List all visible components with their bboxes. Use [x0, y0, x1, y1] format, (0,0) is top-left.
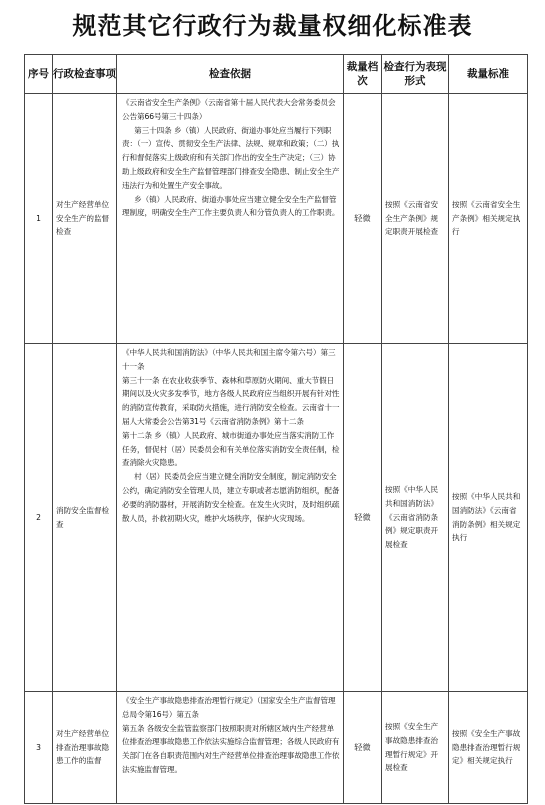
header-standard: 裁量标准: [449, 55, 528, 94]
discretion-standard: 按照《安全生产事故隐患排查治理暂行规定》相关规定执行: [449, 692, 528, 804]
inspection-form: 按照《云南省安全生产条例》规定职责开展检查: [382, 94, 449, 344]
row-number: 2: [25, 344, 53, 692]
header-no: 序号: [25, 55, 53, 94]
table-row: [25, 344, 528, 692]
basis-paragraph: 乡（镇）人民政府、街道办事处应当建立健全安全生产监督管理制度，明确安全生产工作主要负责人和分管负责人的工作职责。: [122, 194, 340, 218]
page-title: 规范其它行政行为裁量权细化标准表: [72, 11, 473, 40]
row-number: 3: [25, 692, 53, 804]
basis-paragraph: 第三十一条 在农业收获季节、森林和草原防火期间、重大节假日期间以及火灾多发季节，地方各级人民政府应当组织开展有针对性的消防宣传教育，采取防火措施，进行消防安全检查。云南省十一届人大常委会公告第31号《云南省消防条例》第十二条: [122, 375, 340, 426]
header-level: 裁量档次: [344, 55, 382, 94]
inspection-item: 对生产经营单位安全生产的监督检查: [53, 94, 117, 344]
inspection-basis: [117, 692, 344, 804]
basis-paragraph: 村（居）民委员会应当建立健全消防安全制度，制定消防安全公约，确定消防安全管理人员，建立专职或者志愿消防组织，配备必要的消防器材，开展消防安全检查。在发生火灾时，及时组织疏散人员，扑救初期火灾，维护火场秩序，保护火灾现场。: [122, 472, 340, 523]
inspection-form: 按照《安全生产事故隐患排查治理暂行规定》开展检查: [382, 692, 449, 804]
basis-paragraph: 第五条 各级安全监管监察部门按照职责对所辖区域内生产经营单位排查治理事故隐患工作依法实施综合监督管理；各级人民政府有关部门在各自职责范围内对生产经营单位排查治理事故隐患工作依法实施监督管理。: [122, 723, 340, 774]
discretion-level: 轻微: [344, 94, 382, 344]
standards-table: [24, 54, 528, 804]
basis-paragraph: 第十二条 乡（镇）人民政府、城市街道办事处应当落实消防工作任务，督促村（居）民委员会和有关单位落实消防安全责任制，检查消除火灾隐患。: [122, 430, 340, 468]
inspection-basis: [117, 94, 344, 344]
inspection-item: 对生产经营单位排查治理事故隐患工作的监督: [53, 692, 117, 804]
table-row: [25, 692, 528, 804]
basis-paragraph: 《云南省安全生产条例》（云南省第十届人民代表大会常务委员会公告第66号第三十四条）: [122, 98, 336, 121]
discretion-standard: 按照《云南省安全生产条例》相关规定执行: [449, 94, 528, 344]
inspection-item: 消防安全监督检查: [53, 344, 117, 692]
table-row: [25, 94, 528, 344]
header-form: 检查行为表现形式: [382, 55, 449, 94]
row-number: 1: [25, 94, 53, 344]
discretion-standard: 按照《中华人民共和国消防法》《云南省消防条例》相关规定执行: [449, 344, 528, 692]
discretion-level: 轻微: [344, 692, 382, 804]
header-basis: 检查依据: [117, 55, 344, 94]
basis-paragraph: 第三十四条 乡（镇）人民政府、街道办事处应当履行下列职责：（一）宣传、贯彻安全生产法律、法规、规章和政策；（二）执行和督促落实上级政府和有关部门作出的安全生产决定；（三）协助上级政府和安全生产监督管理部门排查安全隐患、制止安全生产违法行为和处置生产安全事故。: [122, 125, 340, 190]
table-header-row: [25, 55, 528, 94]
basis-paragraph: 《安全生产事故隐患排查治理暂行规定》（国家安全生产监督管理总局令第16号）第五条: [122, 696, 336, 719]
inspection-form: 按照《中华人民共和国消防法》《云南省消防条例》规定职责开展检查: [382, 344, 449, 692]
header-item: 行政检查事项: [53, 55, 117, 94]
discretion-level: 轻微: [344, 344, 382, 692]
inspection-basis: [117, 344, 344, 692]
basis-paragraph: 《中华人民共和国消防法》（中华人民共和国主席令第六号）第三十一条: [122, 348, 336, 371]
